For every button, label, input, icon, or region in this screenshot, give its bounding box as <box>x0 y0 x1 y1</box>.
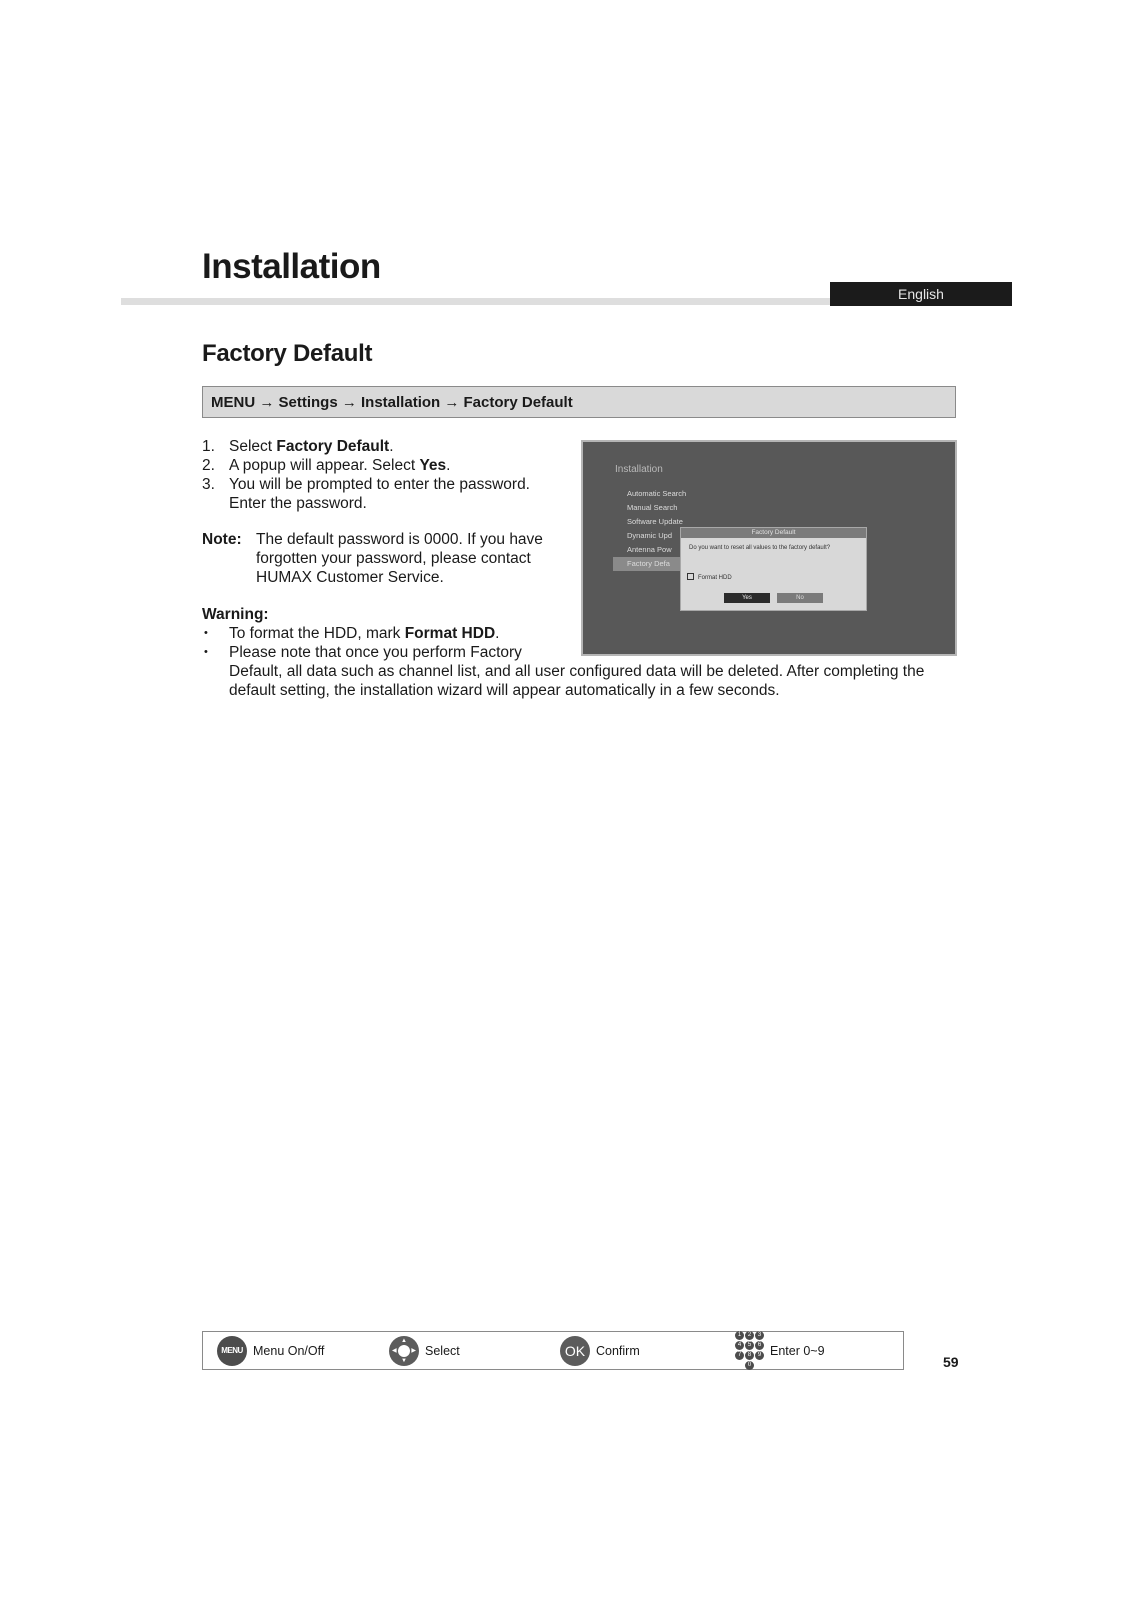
page-number: 59 <box>943 1354 959 1370</box>
screenshot-menu-item: Factory Defa <box>627 559 670 568</box>
tv-screenshot <box>581 440 957 656</box>
step-number: 2. <box>202 457 215 474</box>
menu-button-icon: MENU <box>217 1336 247 1366</box>
screenshot-menu-item: Software Update <box>627 517 683 526</box>
step-item <box>202 475 582 513</box>
warning-title: Warning: <box>202 606 269 623</box>
warning-text: Please note that once you perform Factory Default, all data such as channel list, and all user configured data will be deleted. After completing the default setting, the installation wizard will appear automatically in a few seconds. <box>229 644 925 699</box>
language-tab: English <box>830 282 1012 306</box>
dialog-yes-button: Yes <box>724 593 770 603</box>
dialog-title: Factory Default <box>681 528 866 538</box>
navigation-arrows-icon: ▲ ▼ ◀ ▶ <box>389 1336 419 1366</box>
screenshot-menu-title: Installation <box>615 464 663 475</box>
factory-default-dialog <box>680 527 867 611</box>
note <box>202 530 582 587</box>
screenshot-menu-item: Manual Search <box>627 503 678 512</box>
menu-path-bar: MENU → Settings → Installation → Factory Default <box>202 386 956 418</box>
number-keypad-icon: 1 2 3 4 5 6 7 8 9 0 <box>735 1331 764 1370</box>
legend-label: Enter 0~9 <box>770 1343 825 1358</box>
screenshot-menu-item: Dynamic Upd <box>627 531 673 540</box>
step-text: A popup will appear. Select Yes. <box>229 457 451 474</box>
step-number: 1. <box>202 438 215 455</box>
ok-button-icon: OK <box>560 1336 590 1366</box>
bullet-icon: • <box>204 646 208 658</box>
legend-label: Confirm <box>596 1343 640 1358</box>
step-text: Select Factory Default. <box>229 438 394 455</box>
section-title: Factory Default <box>202 340 373 367</box>
step-item <box>202 456 582 475</box>
legend-item-select <box>389 1332 460 1369</box>
step-text: You will be prompted to enter the password. Enter the password. <box>229 476 530 512</box>
legend-label: Menu On/Off <box>253 1343 325 1358</box>
warning-text: To format the HDD, mark Format HDD. <box>229 625 500 642</box>
step-number: 3. <box>202 476 215 493</box>
legend-label: Select <box>425 1343 460 1358</box>
legend-item-confirm <box>560 1332 640 1369</box>
dialog-no-button: No <box>777 593 823 603</box>
dialog-question: Do you want to reset all values to the factory default? <box>689 545 831 551</box>
note-text: The default password is 0000. If you have forgotten your password, please contact HUMAX Customer Service. <box>256 531 543 586</box>
bullet-icon: • <box>204 627 208 639</box>
screenshot-menu-item: Antenna Pow <box>627 545 672 554</box>
step-item <box>202 437 582 456</box>
note-label: Note: <box>202 531 242 548</box>
legend-item-numbers <box>735 1332 825 1369</box>
legend-item-menu <box>217 1332 324 1369</box>
remote-key-legend <box>202 1331 904 1370</box>
checkbox-icon <box>687 573 694 580</box>
screenshot-menu-item: Automatic Search <box>627 489 687 498</box>
format-hdd-checkbox: Format HDD <box>687 573 732 581</box>
steps-list <box>202 437 582 513</box>
page-title: Installation <box>202 247 381 286</box>
